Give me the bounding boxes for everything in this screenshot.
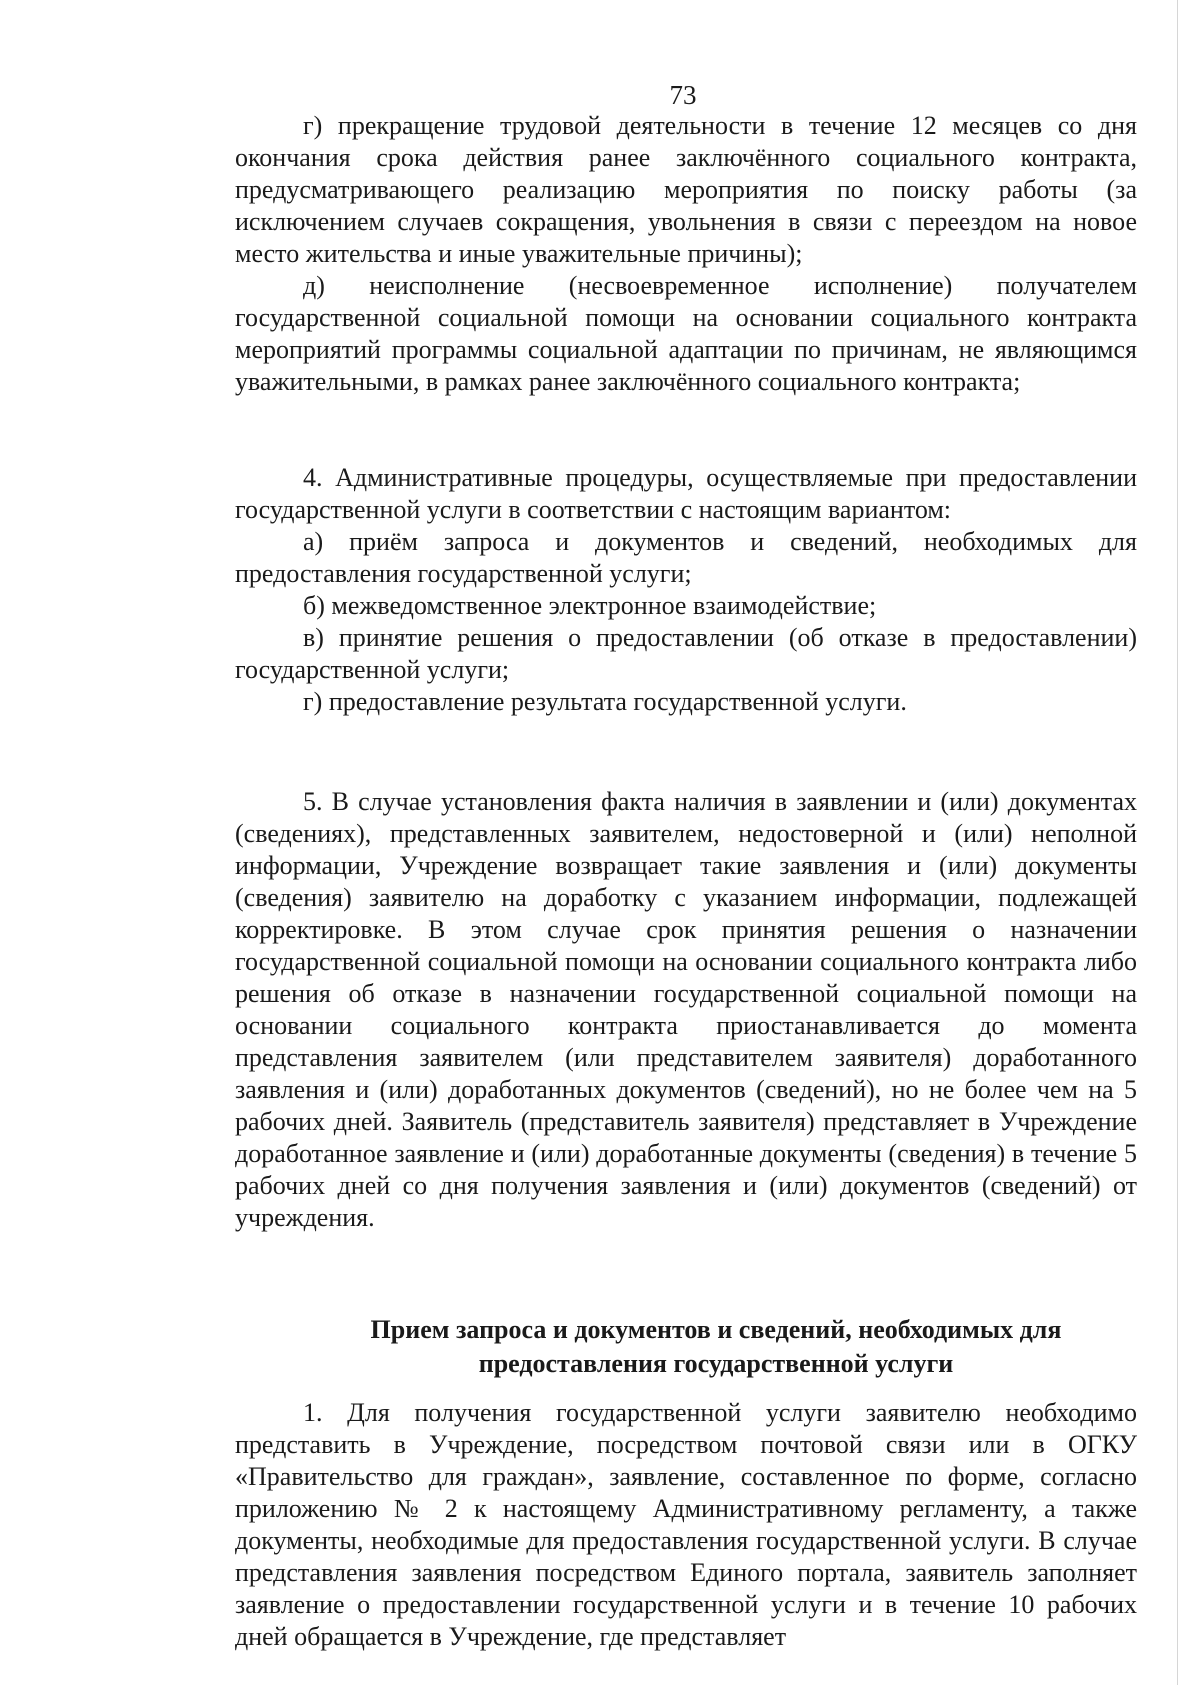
paragraph-procedure-a: а) приём запроса и документов и сведений, необходимых для предоставления государственной услуги; bbox=[235, 527, 1137, 588]
section-administrative-procedures bbox=[235, 462, 1137, 718]
paragraph-4-intro: 4. Административные процедуры, осуществляемые при предоставлении государственной услуги в соответствии с настоящим вариантом: bbox=[235, 463, 1137, 524]
heading-line-2: предоставления государственной услуги bbox=[478, 1349, 954, 1378]
section-paragraph-5 bbox=[235, 786, 1137, 1234]
paragraph-item-d: д) неисполнение (несвоевременное исполнение) получателем государственной социальной помощи на основании социального контракта мероприятий программы социальной адаптации по причинам, не являющимся уважительными, в рамках ранее заключённого социального контракта; bbox=[235, 271, 1137, 396]
paragraph-intake-1: 1. Для получения государственной услуги заявителю необходимо представить в Учреждение, посредством почтовой связи или в ОГКУ «Правительство для граждан», заявление, составленное по форме, согласно приложению № 2 к настоящему Административному регламенту, а также документы, необходимые для предоставления государственной услуги. В случае представления заявления посредством Единого портала, заявитель заполняет заявление о предоставлении государственной услуги и в течение 10 рабочих дней обращается в Учреждение, где представляет bbox=[235, 1398, 1137, 1651]
paragraph-procedure-v: в) принятие решения о предоставлении (об отказе в предоставлении) государственной услуги; bbox=[235, 623, 1137, 684]
heading-line-1: Прием запроса и документов и сведений, необходимых для bbox=[370, 1315, 1062, 1344]
paragraph-item-g: г) прекращение трудовой деятельности в течение 12 месяцев со дня окончания срока действия ранее заключённого социального контракта, предусматривающего реализацию мероприятия по поиску работы (за исключением случаев сокращения, увольнения в связи с переездом на новое место жительства и иные уважительные причины); bbox=[235, 111, 1137, 268]
section-request-intake bbox=[235, 1397, 1137, 1653]
section-heading bbox=[235, 1313, 1137, 1381]
paragraph-procedure-g: г) предоставление результата государственной услуги. bbox=[303, 687, 907, 716]
paragraph-procedure-b: б) межведомственное электронное взаимодействие; bbox=[303, 591, 877, 620]
page-edge-line bbox=[1177, 0, 1178, 1685]
paragraph-5: 5. В случае установления факта наличия в заявлении и (или) документах (сведениях), представленных заявителем, недостоверной и (или) неполной информации, Учреждение возвращает такие заявления и (или) документы (сведения) заявителю на доработку с указанием информации, подлежащей корректировке. В этом случае срок принятия решения о назначении государственной социальной помощи на основании социального контракта либо решения об отказе в назначении государственной социальной помощи на основании социального контракта приостанавливается до момента представления заявителем (или представителем заявителя) доработанного заявления и (или) доработанных документов (сведений), но не более чем на 5 рабочих дней. Заявитель (представитель заявителя) представляет в Учреждение доработанное заявление и (или) доработанные документы (сведения) в течение 5 рабочих дней со дня получения заявления и (или) документов (сведений) от учреждения. bbox=[235, 787, 1137, 1232]
page-number: 73 bbox=[669, 80, 697, 110]
section-grounds-for-refusal bbox=[235, 110, 1137, 398]
